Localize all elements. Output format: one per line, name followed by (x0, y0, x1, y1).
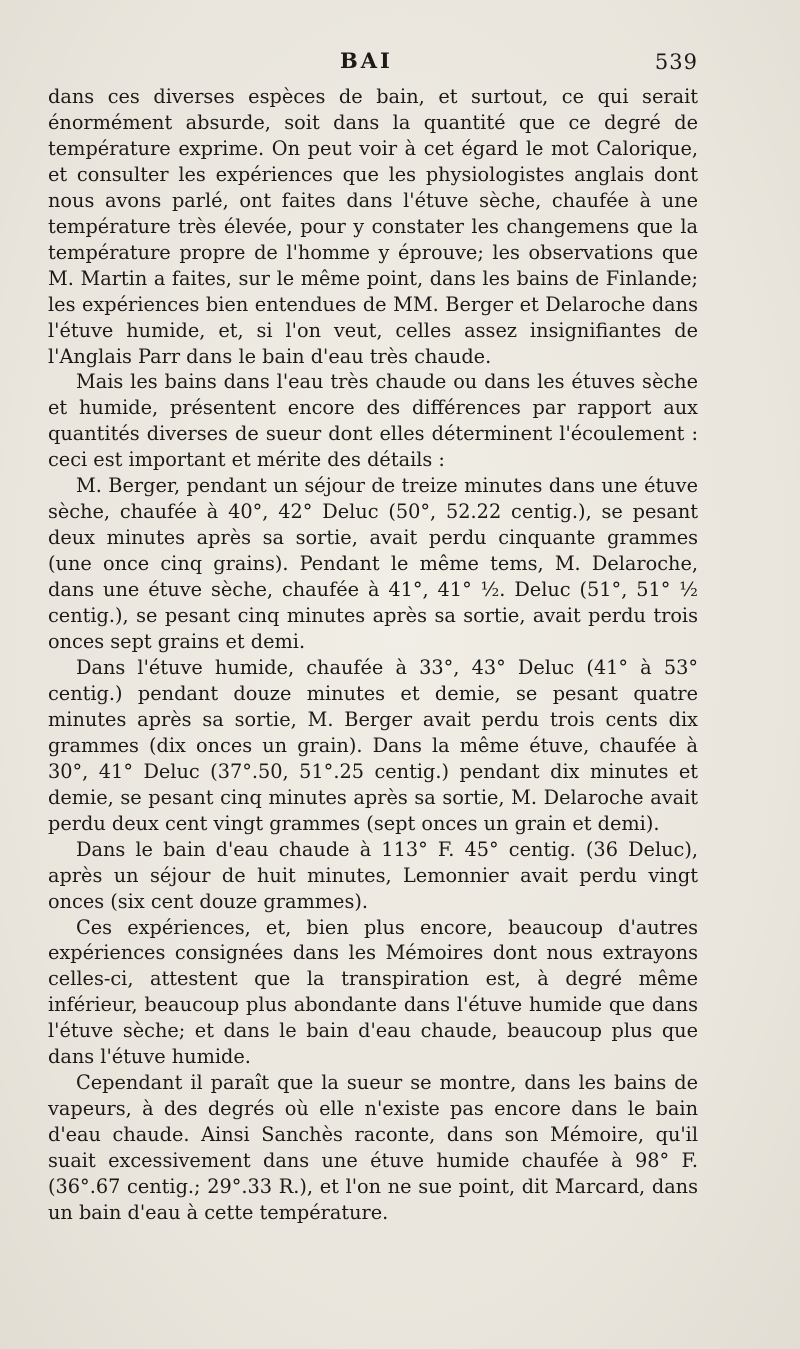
paragraph-7: Cependant il paraît que la sueur se montre, dans les bains de vapeurs, à des degrés où elle n'existe pas encore dans le bain d'eau chaude. Ainsi Sanchès raconte, dans son Mémoire, qu'il suait excessivement dans une étuve humide chaufée à 98° F. (36°.67 centig.; 29°.33 R.), et l'on ne sue point, dit Marcard, dans un bain d'eau à cette température. (48, 1071, 698, 1224)
paragraph-5: Dans le bain d'eau chaude à 113° F. 45° centig. (36 Deluc), après un séjour de huit minutes, Lemonnier avait perdu vingt onces (six cent douze grammes). (48, 837, 698, 913)
running-head: BAI (340, 48, 393, 73)
page-number: 539 (654, 50, 698, 74)
paragraph-6: Ces expériences, et, bien plus encore, beaucoup d'autres expériences consignées dans les Mémoires dont nous extrayons celles-ci, attestent que la transpiration est, à degré même inférieur, beaucoup plus abondante dans l'étuve humide que dans l'étuve sèche; et dans le bain d'eau chaude, beaucoup plus que dans l'étuve humide. (48, 915, 698, 1069)
paragraph-4: Dans l'étuve humide, chaufée à 33°, 43° Deluc (41° à 53° centig.) pendant douze minutes et demie, se pesant quatre minutes après sa sortie, M. Berger avait perdu trois cents dix grammes (dix onces un grain). Dans la même étuve, chaufée à 30°, 41° Deluc (37°.50, 51°.25 centig.) pendant dix minutes et demie, se pesant cinq minutes après sa sortie, M. Delaroche avait perdu deux cent vingt grammes (sept onces un grain et demi). (48, 655, 698, 835)
page-header (48, 48, 698, 82)
body-text (48, 84, 698, 1226)
paragraph-3: M. Berger, pendant un séjour de treize minutes dans une étuve sèche, chaufée à 40°, 42° Deluc (50°, 52.22 centig.), se pesant deux minutes après sa sortie, avait perdu cinquante grammes (une once cinq grains). Pendant le même tems, M. Delaroche, dans une étuve sèche, chaufée à 41°, 41° ½. Deluc (51°, 51° ½ centig.), se pesant cinq minutes après sa sortie, avait perdu trois onces sept grains et demi. (48, 474, 698, 654)
paragraph-1: dans ces diverses espèces de bain, et surtout, ce qui serait énormément absurde, soit dans la quantité que ce degré de température exprime. On peut voir à cet égard le mot Calorique, et consulter les expériences que les physiologistes anglais dont nous avons parlé, ont faites dans l'étuve sèche, chaufée à une température très élevée, pour y constater les changemens que la température propre de l'homme y éprouve; les observations que M. Martin a faites, sur le même point, dans les bains de Finlande; les expériences bien entendues de MM. Berger et Delaroche dans l'étuve humide, et, si l'on veut, celles assez insignifiantes de l'Anglais Parr dans le bain d'eau très chaude. (48, 85, 698, 368)
paragraph-2: Mais les bains dans l'eau très chaude ou dans les étuves sèche et humide, présentent encore des différences par rapport aux quantités diverses de sueur dont elles déterminent l'écoulement : ceci est important et mérite des détails : (48, 370, 698, 472)
